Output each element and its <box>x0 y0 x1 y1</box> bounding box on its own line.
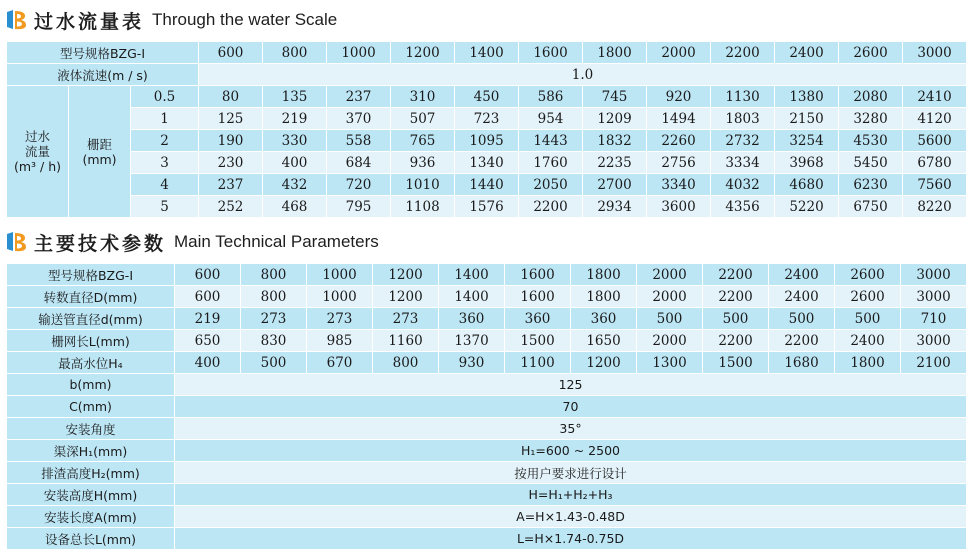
param-value: 360 <box>439 308 505 330</box>
spacing-value: 2 <box>131 130 199 152</box>
param-value: 2600 <box>835 286 901 308</box>
flow-value: 252 <box>199 196 263 218</box>
param-span-row <box>7 440 967 462</box>
flow-value: 1130 <box>711 86 775 108</box>
flow-value: 450 <box>455 86 519 108</box>
flow-value: 7560 <box>903 174 967 196</box>
model-cell: 2600 <box>839 42 903 64</box>
param-value: 2600 <box>835 264 901 286</box>
flow-value: 1803 <box>711 108 775 130</box>
flow-value: 2150 <box>775 108 839 130</box>
param-row <box>7 264 967 286</box>
param-span-value: 70 <box>175 396 967 418</box>
flow-value: 237 <box>199 174 263 196</box>
param-label: 渠深H₁(mm) <box>7 440 175 462</box>
spacing-value: 1 <box>131 108 199 130</box>
param-span-row <box>7 506 967 528</box>
flow-value: 3254 <box>775 130 839 152</box>
param-value: 500 <box>835 308 901 330</box>
param-label: 输送管直径d(mm) <box>7 308 175 330</box>
flow-value: 8220 <box>903 196 967 218</box>
section-title-en: Main Technical Parameters <box>174 232 379 251</box>
flow-value: 400 <box>263 152 327 174</box>
param-value: 360 <box>571 308 637 330</box>
param-value: 1200 <box>373 286 439 308</box>
flow-row <box>7 130 967 152</box>
param-value: 1500 <box>703 352 769 374</box>
param-value: 930 <box>439 352 505 374</box>
flow-value: 765 <box>391 130 455 152</box>
param-value: 600 <box>175 264 241 286</box>
param-value: 1650 <box>571 330 637 352</box>
param-span-value: L=H×1.74-0.75D <box>175 528 967 550</box>
param-value: 1800 <box>835 352 901 374</box>
param-value: 800 <box>241 286 307 308</box>
param-span-value: A=H×1.43-0.48D <box>175 506 967 528</box>
flow-value: 1209 <box>583 108 647 130</box>
flow-value: 684 <box>327 152 391 174</box>
param-span-value: 按用户要求进行设计 <box>175 462 967 484</box>
param-value: 2200 <box>703 286 769 308</box>
velocity-label: 液体流速(m / s) <box>7 64 199 86</box>
flow-value: 4680 <box>775 174 839 196</box>
param-label: 排渣高度H₂(mm) <box>7 462 175 484</box>
model-cell: 1800 <box>583 42 647 64</box>
flow-value: 2934 <box>583 196 647 218</box>
flow-value: 586 <box>519 86 583 108</box>
model-cell: 1400 <box>455 42 519 64</box>
param-span-value: 35° <box>175 418 967 440</box>
spacing-value: 3 <box>131 152 199 174</box>
flow-value: 2700 <box>583 174 647 196</box>
param-label: b(mm) <box>7 374 175 396</box>
flow-value: 507 <box>391 108 455 130</box>
param-value: 1100 <box>505 352 571 374</box>
model-cell: 2200 <box>711 42 775 64</box>
param-value: 1000 <box>307 264 373 286</box>
model-cell: 600 <box>199 42 263 64</box>
param-value: 2100 <box>901 352 967 374</box>
param-span-row <box>7 484 967 506</box>
param-value: 3000 <box>901 264 967 286</box>
spacing-value: 5 <box>131 196 199 218</box>
flow-value: 745 <box>583 86 647 108</box>
flow-value: 237 <box>327 86 391 108</box>
flow-value: 3968 <box>775 152 839 174</box>
flow-value: 2410 <box>903 86 967 108</box>
param-label: 安装高度H(mm) <box>7 484 175 506</box>
param-value: 600 <box>175 286 241 308</box>
flow-value: 2732 <box>711 130 775 152</box>
param-value: 1200 <box>373 264 439 286</box>
flow-value: 2756 <box>647 152 711 174</box>
spacing-label <box>69 86 131 218</box>
flow-value: 1440 <box>455 174 519 196</box>
flow-value: 330 <box>263 130 327 152</box>
param-value: 2400 <box>769 286 835 308</box>
flow-value: 3280 <box>839 108 903 130</box>
flow-value: 370 <box>327 108 391 130</box>
model-cell: 3000 <box>903 42 967 64</box>
flow-value: 432 <box>263 174 327 196</box>
flow-value: 5600 <box>903 130 967 152</box>
param-span-row <box>7 462 967 484</box>
flow-value: 135 <box>263 86 327 108</box>
model-label: 型号规格BZG-I <box>7 42 199 64</box>
flow-value: 2200 <box>519 196 583 218</box>
param-label: 栅网长L(mm) <box>7 330 175 352</box>
flow-value: 4120 <box>903 108 967 130</box>
param-value: 800 <box>241 264 307 286</box>
param-row <box>7 330 967 352</box>
brand-logo-icon <box>4 9 28 31</box>
section-title-en: Through the water Scale <box>152 10 338 29</box>
spacing-label-line1: 栅距 <box>86 136 112 152</box>
param-value: 273 <box>373 308 439 330</box>
spacing-value: 4 <box>131 174 199 196</box>
flow-value: 6230 <box>839 174 903 196</box>
model-cell: 2000 <box>647 42 711 64</box>
flow-value: 2050 <box>519 174 583 196</box>
param-value: 1600 <box>505 286 571 308</box>
flow-value: 3600 <box>647 196 711 218</box>
param-value: 2000 <box>637 330 703 352</box>
spacing-label-line2: (mm) <box>82 151 117 167</box>
flow-value: 2260 <box>647 130 711 152</box>
technical-parameters-table <box>6 263 967 550</box>
param-label: 转数直径D(mm) <box>7 286 175 308</box>
flow-value: 5450 <box>839 152 903 174</box>
param-span-value: H₁=600 ~ 2500 <box>175 440 967 462</box>
flow-value: 219 <box>263 108 327 130</box>
flow-label-unit: (m³ / h) <box>13 159 62 174</box>
flow-value: 795 <box>327 196 391 218</box>
brand-logo-icon <box>4 231 28 253</box>
flow-label-line1: 过水 <box>24 129 50 144</box>
param-value: 985 <box>307 330 373 352</box>
param-value: 1370 <box>439 330 505 352</box>
flow-value: 6750 <box>839 196 903 218</box>
flow-value: 190 <box>199 130 263 152</box>
param-value: 219 <box>175 308 241 330</box>
flow-label-line2: 流量 <box>24 144 50 159</box>
param-value: 1300 <box>637 352 703 374</box>
param-value: 670 <box>307 352 373 374</box>
flow-value: 4356 <box>711 196 775 218</box>
param-value: 500 <box>637 308 703 330</box>
param-value: 800 <box>373 352 439 374</box>
param-value: 1800 <box>571 264 637 286</box>
param-label: 型号规格BZG-I <box>7 264 175 286</box>
flow-value: 1832 <box>583 130 647 152</box>
flow-value: 1010 <box>391 174 455 196</box>
flow-value: 1340 <box>455 152 519 174</box>
param-span-value: H=H₁+H₂+H₃ <box>175 484 967 506</box>
param-label: C(mm) <box>7 396 175 418</box>
flow-value: 4530 <box>839 130 903 152</box>
param-span-value: 125 <box>175 374 967 396</box>
param-value: 500 <box>703 308 769 330</box>
flow-row <box>7 108 967 130</box>
param-value: 2000 <box>637 264 703 286</box>
flow-label <box>7 86 69 218</box>
flow-value: 468 <box>263 196 327 218</box>
param-label: 安装长度A(mm) <box>7 506 175 528</box>
flow-rate-table <box>6 41 967 218</box>
flow-value: 3340 <box>647 174 711 196</box>
param-value: 710 <box>901 308 967 330</box>
model-cell: 1200 <box>391 42 455 64</box>
param-value: 273 <box>307 308 373 330</box>
flow-value: 1494 <box>647 108 711 130</box>
param-value: 1400 <box>439 286 505 308</box>
flow-value: 936 <box>391 152 455 174</box>
param-value: 1000 <box>307 286 373 308</box>
velocity-row <box>7 64 967 86</box>
param-value: 400 <box>175 352 241 374</box>
flow-value: 1095 <box>455 130 519 152</box>
flow-row <box>7 86 967 108</box>
flow-value: 80 <box>199 86 263 108</box>
param-value: 2200 <box>703 264 769 286</box>
flow-value: 1576 <box>455 196 519 218</box>
flow-row <box>7 174 967 196</box>
flow-value: 1760 <box>519 152 583 174</box>
flow-row <box>7 152 967 174</box>
param-value: 500 <box>769 308 835 330</box>
param-row <box>7 352 967 374</box>
param-value: 3000 <box>901 286 967 308</box>
flow-value: 920 <box>647 86 711 108</box>
flow-value: 1380 <box>775 86 839 108</box>
flow-value: 125 <box>199 108 263 130</box>
param-value: 830 <box>241 330 307 352</box>
velocity-value: 1.0 <box>199 64 967 86</box>
param-label: 设备总长L(mm) <box>7 528 175 550</box>
flow-value: 2235 <box>583 152 647 174</box>
flow-row <box>7 196 967 218</box>
model-row <box>7 42 967 64</box>
param-value: 2400 <box>835 330 901 352</box>
flow-value: 2080 <box>839 86 903 108</box>
section-title-cn: 过水流量表 <box>34 10 145 33</box>
model-cell: 2400 <box>775 42 839 64</box>
param-value: 360 <box>505 308 571 330</box>
param-span-row <box>7 396 967 418</box>
param-value: 1600 <box>505 264 571 286</box>
flow-value: 6780 <box>903 152 967 174</box>
flow-value: 4032 <box>711 174 775 196</box>
param-span-row <box>7 374 967 396</box>
param-span-row <box>7 528 967 550</box>
param-value: 2000 <box>637 286 703 308</box>
param-row <box>7 286 967 308</box>
flow-value: 723 <box>455 108 519 130</box>
param-label: 安装角度 <box>7 418 175 440</box>
flow-value: 1443 <box>519 130 583 152</box>
param-value: 273 <box>241 308 307 330</box>
param-value: 1400 <box>439 264 505 286</box>
flow-value: 310 <box>391 86 455 108</box>
section-title-cn: 主要技术参数 <box>34 232 167 255</box>
param-value: 1800 <box>571 286 637 308</box>
param-value: 1200 <box>571 352 637 374</box>
flow-value: 5220 <box>775 196 839 218</box>
param-value: 1680 <box>769 352 835 374</box>
param-value: 2200 <box>703 330 769 352</box>
spacing-value: 0.5 <box>131 86 199 108</box>
param-value: 2200 <box>769 330 835 352</box>
flow-value: 954 <box>519 108 583 130</box>
param-value: 500 <box>241 352 307 374</box>
param-span-row <box>7 418 967 440</box>
section-title-params <box>4 229 379 255</box>
param-value: 2400 <box>769 264 835 286</box>
model-cell: 1000 <box>327 42 391 64</box>
model-cell: 1600 <box>519 42 583 64</box>
flow-value: 720 <box>327 174 391 196</box>
model-cell: 800 <box>263 42 327 64</box>
flow-value: 1108 <box>391 196 455 218</box>
flow-value: 3334 <box>711 152 775 174</box>
param-label: 最高水位H₄ <box>7 352 175 374</box>
param-value: 1160 <box>373 330 439 352</box>
param-value: 650 <box>175 330 241 352</box>
flow-value: 558 <box>327 130 391 152</box>
param-value: 1500 <box>505 330 571 352</box>
param-row <box>7 308 967 330</box>
param-value: 3000 <box>901 330 967 352</box>
section-title-flow <box>4 7 337 33</box>
flow-value: 230 <box>199 152 263 174</box>
